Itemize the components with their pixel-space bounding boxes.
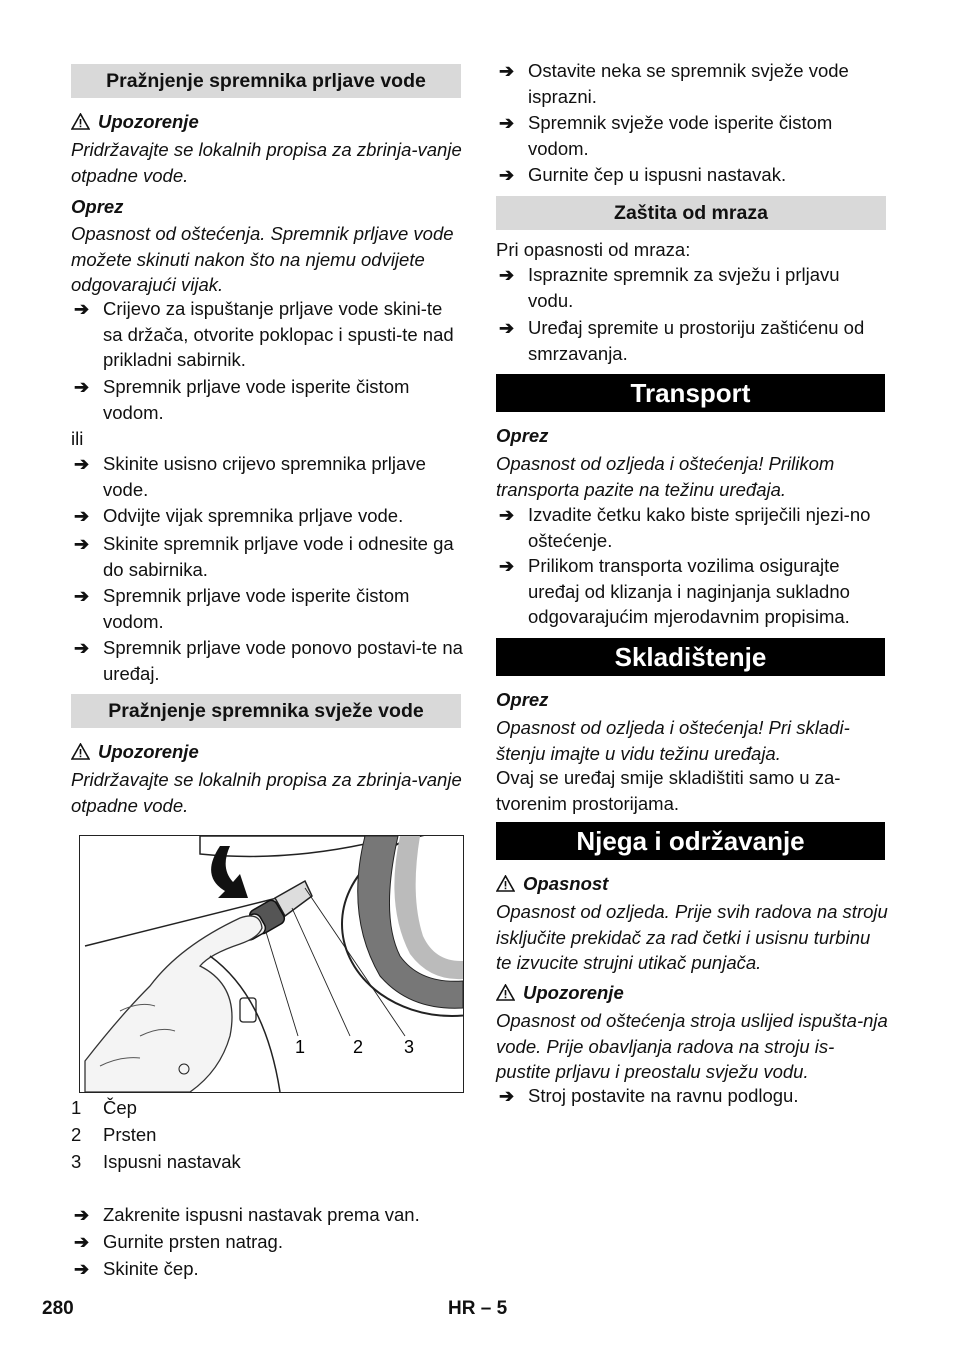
frost-intro: Pri opasnosti od mraza:: [496, 239, 691, 260]
warning-title: Upozorenje: [71, 739, 199, 764]
caution-text: Opasnost od ozljeda i oštećenja! Pri skladi-štenju imajte u vidu težinu uređaja.: [496, 717, 850, 764]
illustration-drawing: [80, 836, 463, 1092]
section-heading-svjeza-voda: Pražnjenje spremnika svježe vode: [71, 694, 461, 728]
list-item: ➔ Skinite spremnik prljave vode i odnesite ga do sabirnika.: [74, 533, 454, 580]
warning-icon: [496, 984, 515, 1001]
caution-text: Opasnost od ozljeda i oštećenja! Prilikom transporta pazite na težinu uređaja.: [496, 453, 835, 500]
chapter-heading-skladistenje: Skladištenje: [496, 638, 885, 676]
arrow-icon: ➔: [499, 165, 515, 185]
list-item: ➔ Gurnite čep u ispusni nastavak.: [499, 164, 787, 185]
chapter-heading-njega: Njega i održavanje: [496, 822, 885, 860]
danger-text: Opasnost od ozljeda. Prije svih radova na stroju isključite prekidač za rad četki i usisnu turbinu te izvucite strujni utikač punjača.: [496, 901, 888, 973]
arrow-icon: ➔: [74, 586, 90, 606]
arrow-icon: ➔: [74, 299, 90, 319]
list-item: ➔ Skinite usisno crijevo spremnika prljave vode.: [74, 453, 426, 500]
list-item: ➔ Prilikom transporta vozilima osigurajte uređaj od klizanja i naginjanja sukladno odgovarajućim mjerodavnim propisima.: [499, 555, 850, 627]
list-item: ➔ Skinite čep.: [74, 1258, 199, 1279]
arrow-icon: ➔: [74, 1232, 90, 1252]
drain-valve-illustration: [79, 835, 464, 1093]
list-item: ➔ Spremnik svježe vode isperite čistom vodom.: [499, 112, 833, 159]
arrow-icon: ➔: [499, 505, 515, 525]
list-item: ➔ Spremnik prljave vode isperite čistom vodom.: [74, 376, 410, 423]
storage-text: Ovaj se uređaj smije skladištiti samo u za-tvorenim prostorijama.: [496, 767, 841, 814]
caution-title: Oprez: [71, 196, 124, 217]
arrow-icon: ➔: [499, 61, 515, 81]
callout-1: 1: [295, 1037, 306, 1057]
warning-icon: [496, 875, 515, 892]
arrow-icon: ➔: [499, 265, 515, 285]
page-number: 280: [42, 1298, 74, 1319]
section-heading-prljava-voda: Pražnjenje spremnika prljave vode: [71, 64, 461, 98]
arrow-icon: ➔: [499, 318, 515, 338]
or-text: ili: [71, 428, 84, 449]
list-item: ➔ Ostavite neka se spremnik svježe vode isprazni.: [499, 60, 849, 107]
arrow-icon: ➔: [74, 534, 90, 554]
warning-icon: [71, 113, 90, 130]
legend-item: 3 Ispusni nastavak: [71, 1151, 241, 1172]
callout-2: 2: [353, 1037, 364, 1057]
caution-text: Opasnost od oštećenja. Spremnik prljave vode možete skinuti nakon što na njemu odvijete odgovarajući vijak.: [71, 223, 454, 295]
arrow-icon: ➔: [74, 1205, 90, 1225]
warning-text: Pridržavajte se lokalnih propisa za zbrinja-vanje otpadne vode.: [71, 769, 462, 816]
caution-title: Oprez: [496, 689, 549, 710]
list-item: ➔ Zakrenite ispusni nastavak prema van.: [74, 1204, 420, 1225]
language-page-label: HR – 5: [448, 1298, 508, 1319]
callout-3: 3: [404, 1037, 415, 1057]
arrow-icon: ➔: [74, 454, 90, 474]
arrow-icon: ➔: [74, 1259, 90, 1279]
danger-title: Opasnost: [496, 871, 608, 896]
warning-icon: [71, 743, 90, 760]
list-item: ➔ Izvadite četku kako biste spriječili njezi-no oštećenje.: [499, 504, 871, 551]
arrow-icon: ➔: [74, 506, 90, 526]
warning-title: Upozorenje: [496, 980, 624, 1005]
caution-title: Oprez: [496, 425, 549, 446]
section-heading-mraz: Zaštita od mraza: [496, 196, 886, 230]
list-item: ➔ Stroj postavite na ravnu podlogu.: [499, 1085, 799, 1106]
warning-text: Pridržavajte se lokalnih propisa za zbrinja-vanje otpadne vode.: [71, 139, 462, 186]
list-item: ➔ Odvijte vijak spremnika prljave vode.: [74, 505, 404, 526]
list-item: ➔ Ispraznite spremnik za svježu i prljavu vodu.: [499, 264, 840, 311]
list-item: ➔ Crijevo za ispuštanje prljave vode skini-te sa držača, otvorite poklopac i spusti-te nad prikladni sabirnik.: [74, 298, 454, 370]
list-item: ➔ Spremnik prljave vode ponovo postavi-te na uređaj.: [74, 637, 463, 684]
arrow-icon: ➔: [499, 113, 515, 133]
list-item: ➔ Gurnite prsten natrag.: [74, 1231, 283, 1252]
list-item: ➔ Uređaj spremite u prostoriju zaštićenu od smrzavanja.: [499, 317, 865, 364]
arrow-icon: ➔: [499, 1086, 515, 1106]
warning-title: Upozorenje: [71, 109, 199, 134]
warning-text: Opasnost od oštećenja stroja uslijed ispušta-nja vode. Prije obavljanja radova na stroju is-pustite prljavu i preostalu svježu vodu.: [496, 1010, 888, 1082]
arrow-icon: ➔: [74, 638, 90, 658]
legend-item: 2 Prsten: [71, 1124, 157, 1145]
chapter-heading-transport: Transport: [496, 374, 885, 412]
arrow-icon: ➔: [74, 377, 90, 397]
legend-item: 1 Čep: [71, 1097, 137, 1118]
list-item: ➔ Spremnik prljave vode isperite čistom vodom.: [74, 585, 410, 632]
arrow-icon: ➔: [499, 556, 515, 576]
